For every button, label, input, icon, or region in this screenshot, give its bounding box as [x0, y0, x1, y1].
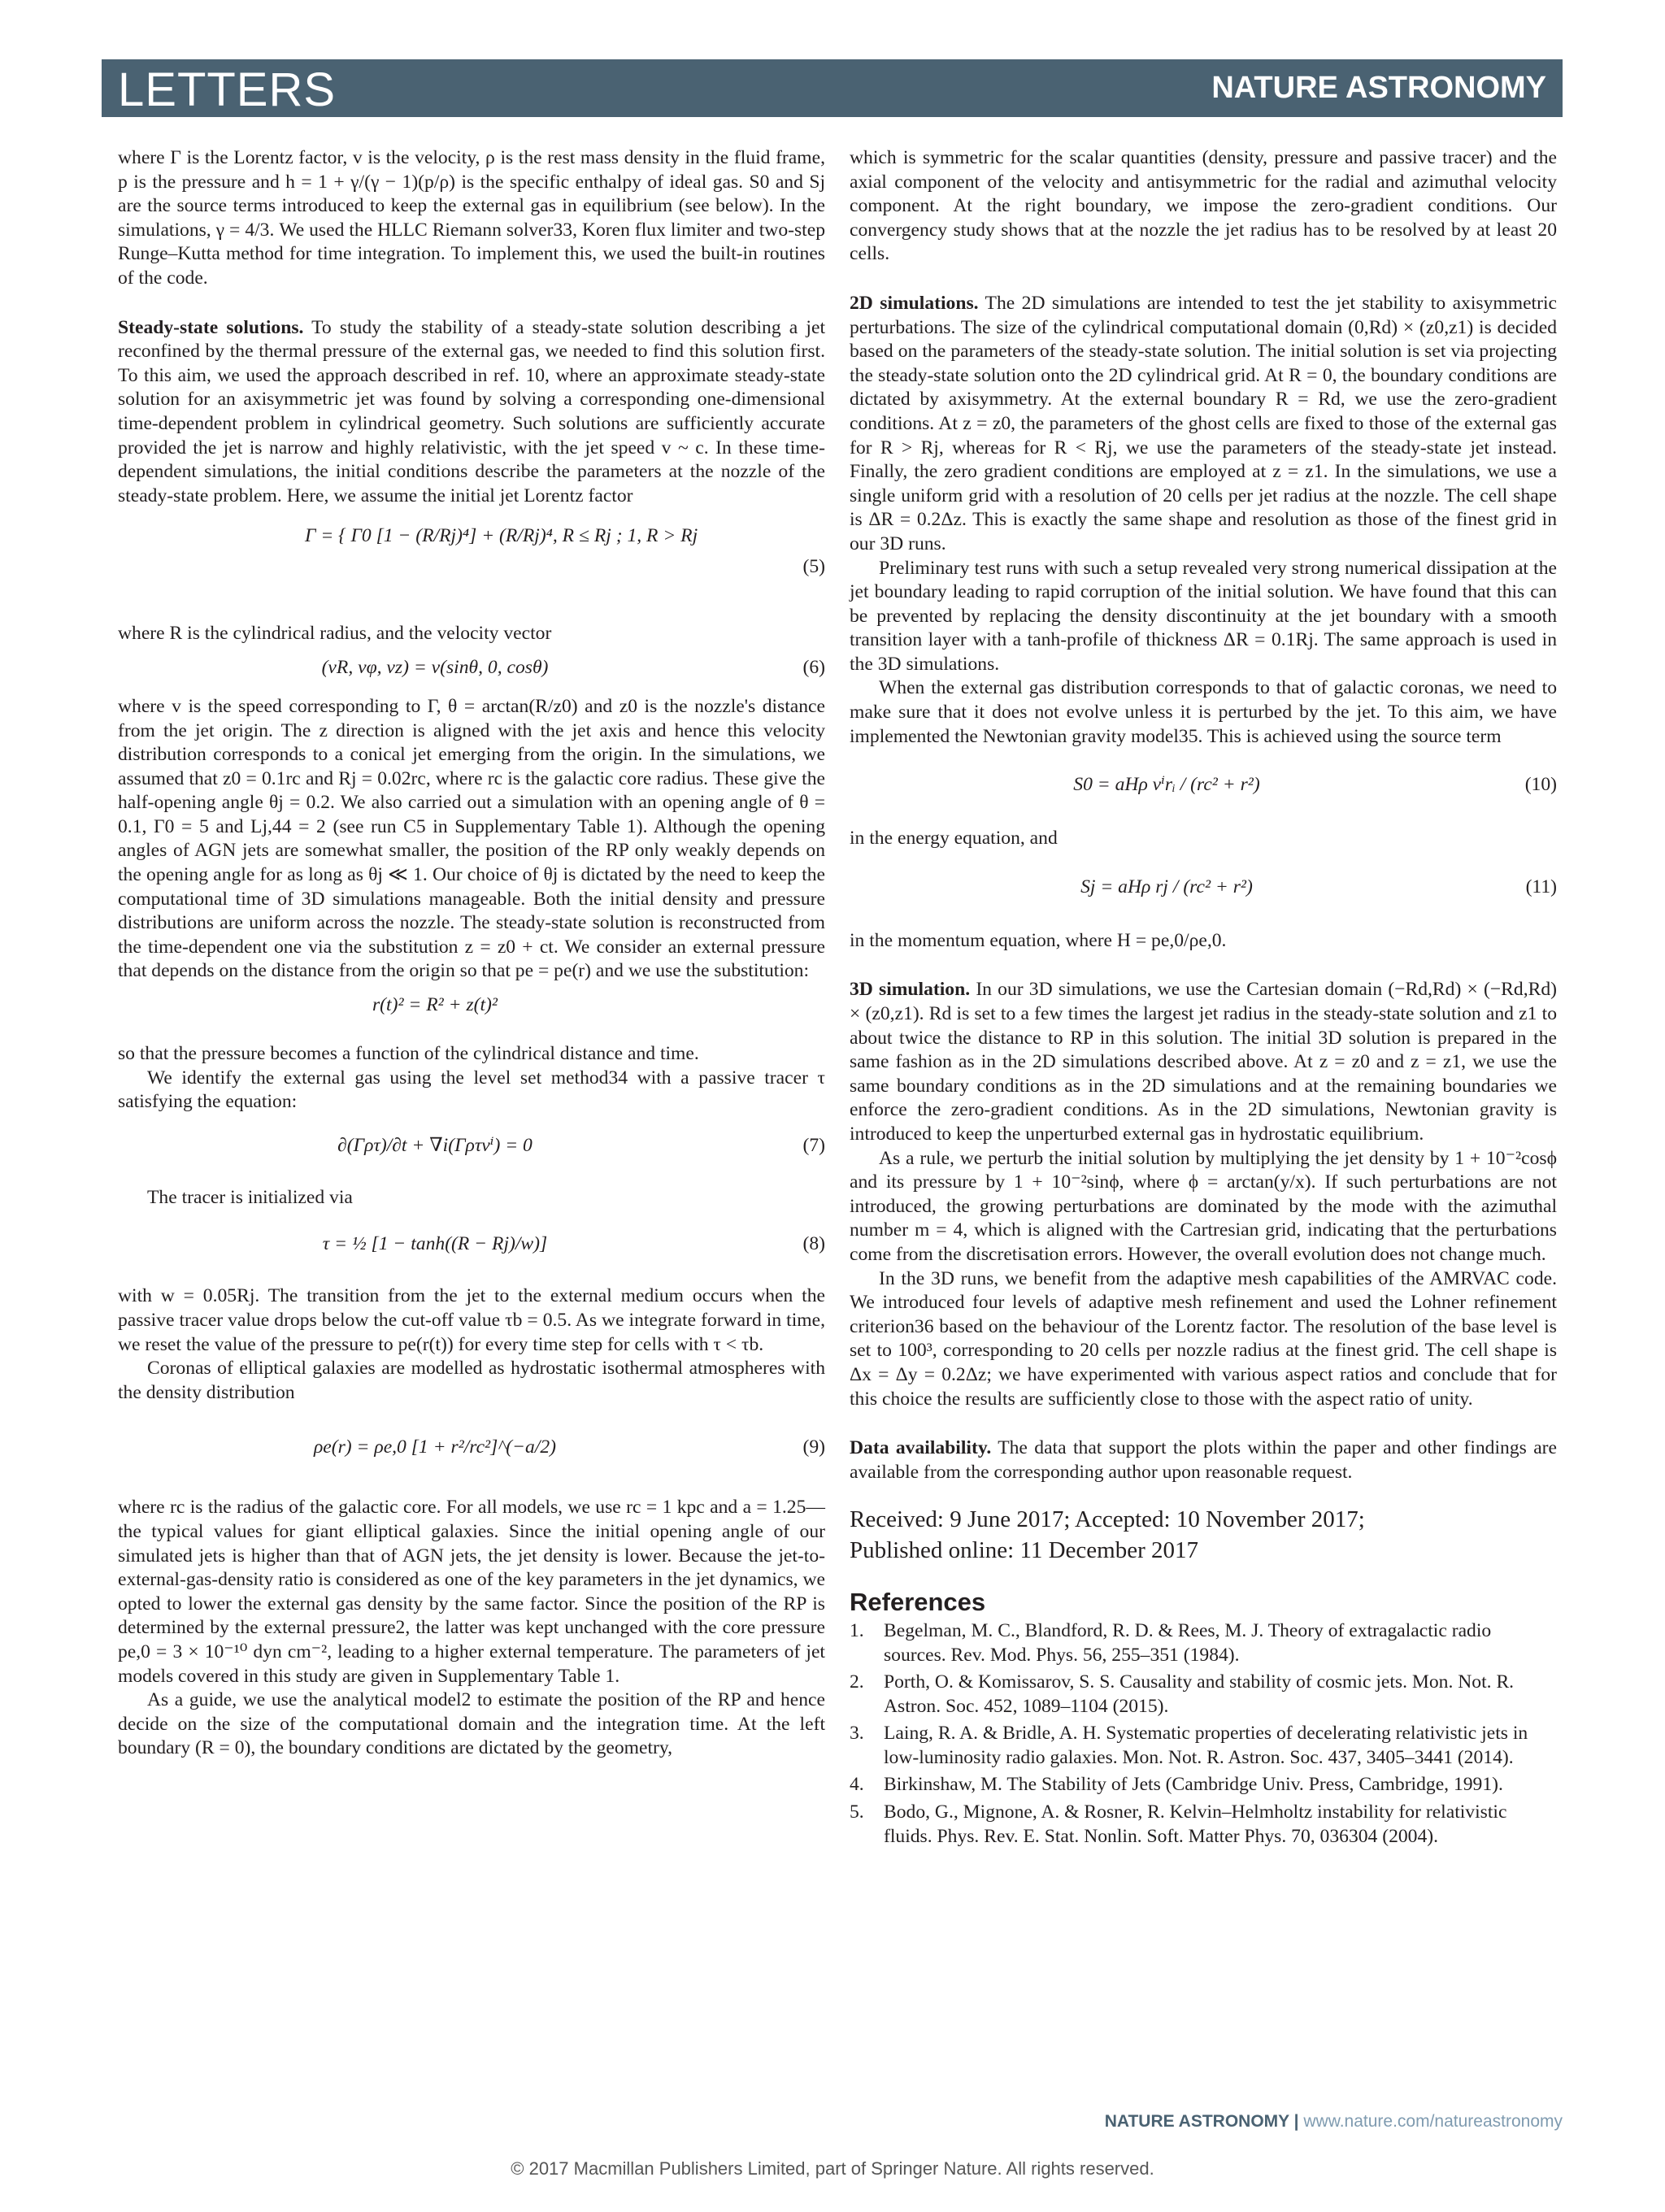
paragraph-amrvac: In the 3D runs, we benefit from the adaptive mesh capabilities of the AMRVAC code. We introduced four levels of adaptive mesh refinement and used the Lohner refinement criterion36 based on the behaviour of the Lorentz factor. The resolution of the base level is set to 100³, corresponding to 20 cells per nozzle radius at the finest grid. The cell shape is Δx = Δy = 0.2Δz; we have experimented with various aspect ratios and conclude that for this choice the results are sufficiently close to those with the aspect ratio of unity. — [850, 1267, 1557, 1410]
journal-name: NATURE ASTRONOMY — [1211, 71, 1546, 105]
paragraph-2d-simulations — [850, 292, 1557, 557]
reference-text: Birkinshaw, M. The Stability of Jets (Cambridge Univ. Press, Cambridge, 1991). — [884, 1774, 1503, 1796]
reference-item — [850, 1801, 1557, 1849]
paragraph-gravity: When the external gas distribution corresponds to that of galactic coronas, we need to make sure that it does not evolve unless it is perturbed by the jet. To this aim, we have implemented the Newtonian gravity model35. This is achieved using the source term — [850, 677, 1557, 747]
paragraph-3d-simulation — [850, 978, 1557, 1146]
equation-5-formula: Γ = { Γ0 [1 − (R/Rj)⁴] + (R/Rj)⁴, R ≤ Rj ; 1, R > Rj — [305, 525, 698, 547]
reference-item — [850, 1619, 1557, 1667]
paragraph-coronas: Coronas of elliptical galaxies are modelled as hydrostatic isothermal atmospheres with the density distribution — [118, 1358, 825, 1403]
section-head-2d: 2D simulations. — [850, 292, 979, 314]
paragraph-continued: which is symmetric for the scalar quantities (density, pressure and passive tracer) and the axial component of the velocity and antisymmetric for the radial and azimuthal velocity component. At the right boundary, we impose the zero-gradient conditions. Our convergency study shows that at the nozzle the jet radius has to be resolved by at least 20 cells. — [850, 147, 1557, 265]
left-column — [118, 146, 825, 1761]
equation-8-formula: τ = ½ [1 − tanh((R − Rj)/w)] — [322, 1233, 548, 1255]
paragraph-momentum: in the momentum equation, where H = pe,0/ρe,0. — [850, 929, 1227, 951]
paragraph-after-r: so that the pressure becomes a function of the cylindrical distance and time. — [118, 1043, 699, 1065]
equation-10-number: (10) — [1524, 774, 1557, 796]
equation-7-formula: ∂(Γρτ)/∂t + ∇i(Γρτvⁱ) = 0 — [337, 1134, 533, 1156]
equation-11-number: (11) — [1525, 876, 1557, 897]
equation-9-formula: ρe(r) = ρe,0 [1 + r²/rc²]^(−a/2) — [313, 1436, 557, 1458]
reference-number: 2. — [850, 1671, 864, 1693]
footer-journal: NATURE ASTRONOMY — [1104, 2112, 1289, 2131]
equation-6 — [118, 646, 825, 695]
reference-text: Bodo, G., Mignone, A. & Rosner, R. Kelvin–Helmholtz instability for relativistic fluids. Phys. Rev. E. Stat. Nonlin. Soft. Matter Phys. 70, 036304 (2004). — [884, 1801, 1507, 1847]
equation-7 — [118, 1115, 825, 1186]
section-head-steady: Steady-state solutions. — [118, 316, 304, 338]
footer-url[interactable]: www.nature.com/natureastronomy — [1303, 2112, 1563, 2131]
paragraph-tracer: We identify the external gas using the level set method34 with a passive tracer τ satisfying the equation: — [118, 1067, 825, 1113]
section-head-3d: 3D simulation. — [850, 979, 971, 1001]
reference-item — [850, 1671, 1557, 1719]
reference-item — [850, 1773, 1557, 1797]
dates-received-accepted: Received: 9 June 2017; Accepted: 10 November 2017; — [850, 1506, 1365, 1533]
equation-10 — [850, 749, 1557, 827]
equation-6-number: (6) — [802, 656, 825, 678]
equation-r — [118, 984, 825, 1042]
reference-item — [850, 1722, 1557, 1770]
data-body: The data that support the plots within the paper and other findings are available from the corresponding author upon reasonable request. — [850, 1437, 1557, 1483]
paragraph-after-8: with w = 0.05Rj. The transition from the jet to the external medium occurs when the passive tracer value drops below the cut-off value τb = 0.5. As we integrate forward in time, we reset the value of the pressure to pe(r(t)) for every time step for cells with τ < τb. — [118, 1285, 825, 1355]
reference-number: 4. — [850, 1774, 864, 1796]
paragraph-data-availability — [850, 1436, 1557, 1484]
references-title: References — [850, 1588, 986, 1617]
paragraph-after-5: where R is the cylindrical radius, and the velocity vector — [118, 623, 552, 645]
equation-11 — [850, 851, 1557, 929]
equation-9-number: (9) — [802, 1436, 825, 1458]
equation-r-formula: r(t)² = R² + z(t)² — [372, 994, 498, 1016]
dates-published: Published online: 11 December 2017 — [850, 1537, 1199, 1564]
reference-number: 5. — [850, 1801, 864, 1823]
sim3d-body: In our 3D simulations, we use the Cartesian domain (−Rd,Rd) × (−Rd,Rd) × (z0,z1). Rd is set to a few times the largest jet radius in the steady-state solution and z1 to about twice the distance to RP in this solution. The initial 3D solution is prepared in the same fashion as in the 2D simulations described above. At z = z0 and z = z1, we use the same boundary conditions as in the 2D simulations and at the remaining boundaries we enforce the zero-gradient conditions. As in the 2D simulations, Newtonian gravity is introduced to keep the unperturbed external gas in hydrostatic equilibrium. — [850, 979, 1557, 1145]
page-header — [102, 59, 1563, 117]
footer-separator: | — [1289, 2112, 1304, 2131]
section-head-data: Data availability. — [850, 1437, 992, 1459]
paragraph-preliminary: Preliminary test runs with such a setup revealed very strong numerical dissipation at the jet boundary leading to rapid corruption of the initial solution. We have found that this can be prevented by replacing the density discontinuity at the jet boundary with a smooth transition layer with a tanh-profile of thickness ΔR = 0.1Rj. The same approach is used in the 3D simulations. — [850, 557, 1557, 675]
paragraph-steady-state — [118, 316, 825, 509]
right-column — [850, 146, 1557, 1852]
copyright-notice: © 2017 Macmillan Publishers Limited, part of Springer Nature. All rights reserved. — [511, 2158, 1154, 2179]
paragraph-after-6: where v is the speed corresponding to Γ, θ = arctan(R/z0) and z0 is the nozzle's distance from the jet origin. The z direction is aligned with the jet axis and hence this velocity distribution corresponds to a conical jet emerging from the origin. In the simulations, we assumed that z0 = 0.1rc and Rj = 0.02rc, where rc is the galactic core radius. These give the half-opening angle θj = 0.2. We also carried out a simulation with an opening angle of θ = 0.1, Γ0 = 5 and Lj,44 = 2 (see run C5 in Supplementary Table 1). Although the opening angles of AGN jets are somewhat smaller, the position of the RP only weakly depends on the opening angle for as long as θj ≪ 1. Our choice of θj is dictated by the need to keep the computational time of 3D simulations manageable. Both the initial density and pressure distributions are uniform across the nozzle. The steady-state solution is reconstructed from the time-dependent one via the substitution z = z0 + ct. We consider an external pressure that depends on the distance from the origin so that pe = pe(r) and we use the substitution: — [118, 695, 825, 982]
equation-10-formula: S0 = aHρ vⁱrᵢ / (rc² + r²) — [1073, 774, 1260, 796]
reference-list — [850, 1619, 1557, 1849]
paragraph-after-9: where rc is the radius of the galactic core. For all models, we use rc = 1 kpc and a = 1.25—the typical values for giant elliptical galaxies. Since the initial opening angle of our simulated jets is higher than that of AGN jets, the jet density is lower. Because the jet-to-external-gas-density ratio is considered as one of the key parameters in the jet dynamics, we opted to lower the external gas density by the same factor. Since the position of the RP is determined by the external pressure2, the latter was kept unchanged with the core pressure pe,0 = 3 × 10⁻¹⁰ dyn cm⁻², leading to a higher external temperature. The parameters of jet models covered in this study are given in Supplementary Table 1. — [118, 1497, 825, 1687]
sim2d-body: The 2D simulations are intended to test the jet stability to axisymmetric perturbations. The size of the cylindrical computational domain (0,Rd) × (z0,z1) is decided based on the parameters of the steady-state solution. The initial solution is set via projecting the steady-state solution onto the 2D cylindrical grid. At R = 0, the boundary conditions are dictated by axisymmetry. At the external boundary R = Rd, we use the zero-gradient conditions. At z = z0, the parameters of the ghost cells are fixed to those of the external gas for R > Rj, whereas for R < Rj, we use the parameters of the steady-state jet instead. Finally, the zero gradient conditions are employed at z = z1. In the simulations, we use a single uniform grid with a resolution of 20 cells per jet radius at the nozzle. The cell shape is ΔR = 0.2Δz. This is exactly the same shape and resolution as those of the finest grid in our 3D runs. — [850, 292, 1557, 554]
reference-text: Laing, R. A. & Bridle, A. H. Systematic properties of decelerating relativistic jets in low-luminosity radio galaxies. Mon. Not. R. Astron. Soc. 437, 3405–3441 (2014). — [884, 1723, 1528, 1768]
equation-9 — [118, 1405, 825, 1496]
section-label: LETTERS — [118, 63, 337, 116]
equation-11-formula: Sj = aHρ rj / (rc² + r²) — [1080, 876, 1253, 897]
reference-text: Begelman, M. C., Blandford, R. D. & Rees, M. J. Theory of extragalactic radio sources. Rev. Mod. Phys. 56, 255–351 (1984). — [884, 1619, 1492, 1666]
reference-text: Porth, O. & Komissarov, S. S. Causality and stability of cosmic jets. Mon. Not. R. Astron. Soc. 452, 1089–1104 (2015). — [884, 1671, 1515, 1717]
paragraph-guide: As a guide, we use the analytical model2 to estimate the position of the RP and hence decide on the size of the computational domain and the integration time. At the left boundary (R = 0), the boundary conditions are dictated by the geometry, — [118, 1689, 825, 1759]
equation-6-formula: (vR, vφ, vz) = v(sinθ, 0, cosθ) — [321, 656, 549, 678]
publication-dates — [850, 1504, 1557, 1566]
reference-number: 1. — [850, 1619, 864, 1641]
paragraph-energy: in the energy equation, and — [850, 828, 1058, 850]
equation-8-number: (8) — [802, 1233, 825, 1255]
equation-8 — [118, 1210, 825, 1284]
equation-5 — [118, 508, 825, 622]
steady-body: To study the stability of a steady-state solution describing a jet reconfined by the thermal pressure of the external gas, we needed to find this solution first. To this aim, we used the approach described in ref. 10, where an approximate steady-state solution for an axisymmetric jet was found by solving a corresponding one-dimensional time-dependent problem in cylindrical geometry. Such solutions are sufficiently accurate provided the jet is narrow and highly relativistic, with the jet speed v ~ c. In these time-dependent simulations, the initial conditions describe the parameters at the nozzle of the steady-state problem. Here, we assume the initial jet Lorentz factor — [118, 316, 825, 506]
paragraph-tracer-init: The tracer is initialized via — [147, 1186, 353, 1208]
paragraph-intro: where Γ is the Lorentz factor, v is the velocity, ρ is the rest mass density in the fluid frame, p is the pressure and h = 1 + γ/(γ − 1)(p/ρ) is the specific enthalpy of ideal gas. S0 and Sj are the source terms introduced to keep the external gas in equilibrium (see below). In the simulations, γ = 4/3. We used the HLLC Riemann solver33, Koren flux limiter and two-step Runge–Kutta method for time integration. To implement this, we used the built-in routines of the code. — [118, 147, 825, 289]
page-footer — [1105, 2112, 1563, 2132]
reference-number: 3. — [850, 1723, 864, 1745]
paragraph-perturb: As a rule, we perturb the initial solution by multiplying the jet density by 1 + 10⁻²cosϕ and its pressure by 1 + 10⁻²sinϕ, where ϕ = arctan(y/x). If such perturbations are not introduced, the growing perturbations are dominated by the mode with the azimuthal number m = 4, which is aligned with the Cartresian grid, indicating that the perturbations come from the discretisation errors. However, the overall evolution does not change much. — [850, 1147, 1557, 1265]
equation-5-number: (5) — [802, 556, 825, 578]
equation-7-number: (7) — [802, 1134, 825, 1156]
